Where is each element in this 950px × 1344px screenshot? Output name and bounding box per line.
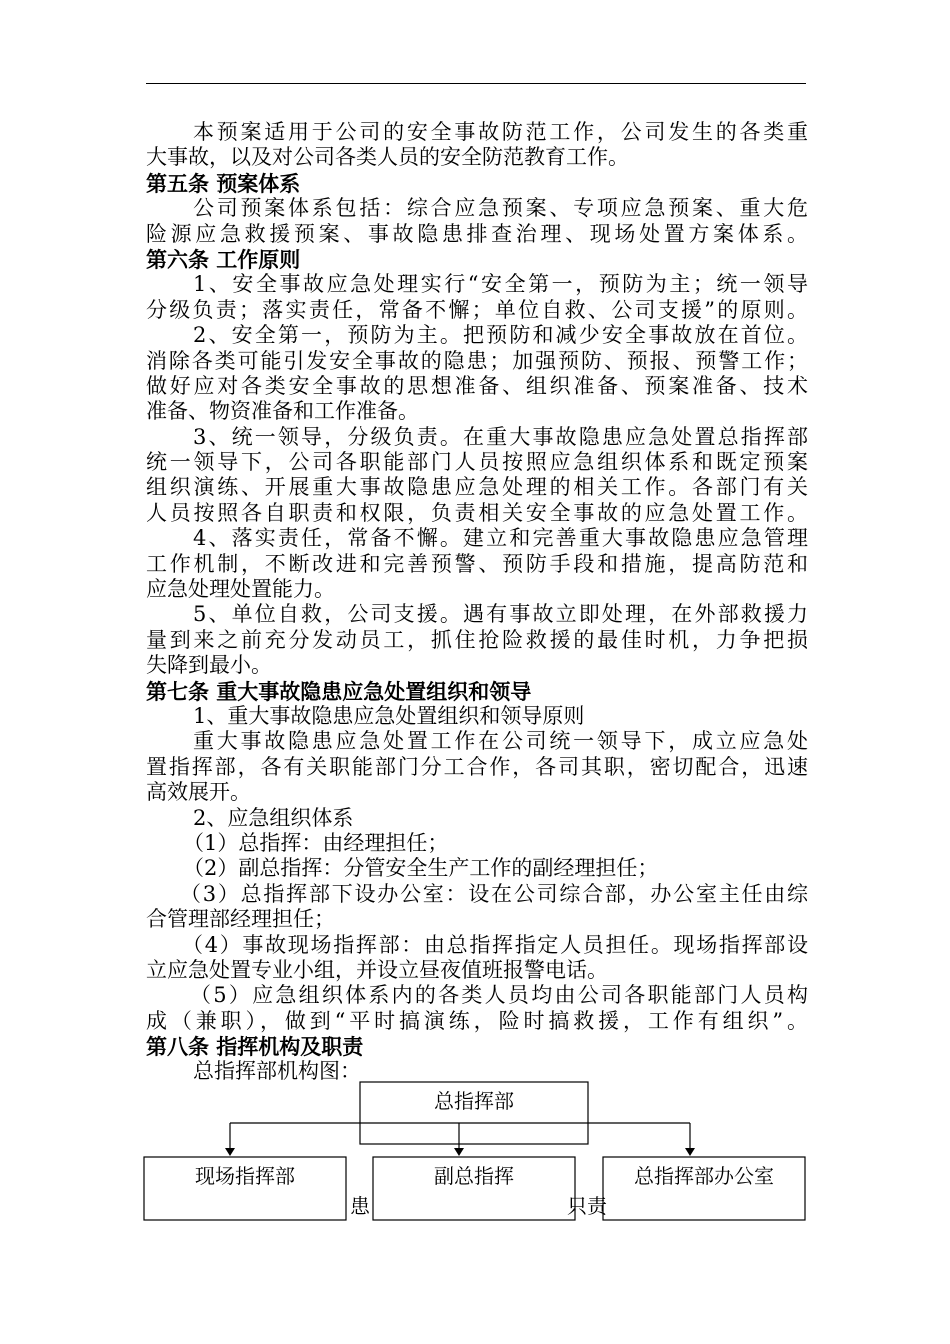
arrow-down-icon xyxy=(454,1148,464,1156)
paragraph-line: 本预案适用于公司的安全事故防范工作，公司发生的各类重 xyxy=(193,120,808,144)
paragraph-line: 1、重大事故隐患应急处置组织和领导原则 xyxy=(193,703,585,728)
arrow-down-icon xyxy=(225,1148,235,1156)
paragraph-line: 2、安全第一，预防为主。把预防和减少安全事故放在首位。 xyxy=(193,323,808,348)
org-child-label: 现场指挥部 xyxy=(195,1164,295,1188)
paragraph-line: 立应急处置专业小组，并设立昼夜值班报警电话。 xyxy=(146,957,608,982)
paragraph-line: 2、应急组织体系 xyxy=(193,805,354,830)
paragraph-line: 做好应对各类安全事故的思想准备、组织准备、预案准备、技术 xyxy=(146,373,808,398)
article-6-heading: 第六条 工作原则 xyxy=(146,246,301,272)
paragraph-line: 合管理部经理担任； xyxy=(146,907,335,932)
paragraph-line: 险源应急救援预案、事故隐患排查治理、现场处置方案体系。 xyxy=(146,221,808,246)
paragraph-line: 失降到最小。 xyxy=(146,653,272,678)
paragraph-line: 工作机制，不断改进和完善预警、预防手段和措施，提高防范和 xyxy=(146,551,808,576)
paragraph-line: （2）副总指挥：分管安全生产工作的副经理担任； xyxy=(183,856,659,881)
paragraph-line: 高效展开。 xyxy=(146,780,251,805)
cut-off-text-fragment: 只责 xyxy=(567,1194,607,1218)
paragraph-line: 1、安全事故应急处理实行“安全第一，预防为主；统一领导 xyxy=(193,272,808,297)
paragraph-line: 大事故，以及对公司各类人员的安全防范教育工作。 xyxy=(146,145,629,170)
paragraph-line: 总指挥部机构图： xyxy=(193,1059,361,1084)
paragraph-line: 4、落实责任，常备不懈。建立和完善重大事故隐患应急管理 xyxy=(193,526,808,551)
org-child-label: 总指挥部办公室 xyxy=(634,1164,774,1188)
paragraph-line: 分级负责；落实责任，常备不懈；单位自救、公司支援”的原则。 xyxy=(146,297,808,322)
org-child-label: 副总指挥 xyxy=(434,1164,514,1188)
paragraph-line: 人员按照各自职责和权限，负责相关安全事故的应急处置工作。 xyxy=(146,500,808,525)
paragraph-line: （5）应急组织体系内的各类人员均由公司各职能部门人员构 xyxy=(190,983,808,1008)
paragraph-line: （4）事故现场指挥部：由总指挥指定人员担任。现场指挥部设 xyxy=(182,932,808,957)
paragraph-line: 应急处理处置能力。 xyxy=(146,577,335,602)
article-5-heading: 第五条 预案体系 xyxy=(146,170,301,196)
org-root-label: 总指挥部 xyxy=(434,1089,514,1113)
paragraph-line: 量到来之前充分发动员工，抓住抢险救援的最佳时机，力争把损 xyxy=(146,627,808,652)
arrow-down-icon xyxy=(685,1148,695,1156)
paragraph-line: 公司预案体系包括：综合应急预案、专项应急预案、重大危 xyxy=(193,196,808,221)
paragraph-line: （1）总指挥：由经理担任； xyxy=(183,830,449,855)
article-8-heading: 第八条 指挥机构及职责 xyxy=(146,1034,364,1060)
paragraph-line: 置指挥部，各有关职能部门分工合作，各司其职，密切配合，迅速 xyxy=(146,754,808,779)
paragraph-line: 准备、物资准备和工作准备。 xyxy=(146,399,419,424)
paragraph-line: 5、单位自救，公司支援。遇有事故立即处理，在外部救援力 xyxy=(193,602,808,627)
paragraph-line: 组织演练、开展重大事故隐患应急处理的相关工作。各部门有关 xyxy=(146,475,808,500)
cut-off-text-fragment: 患 xyxy=(350,1194,370,1218)
paragraph-line: 统一领导下，公司各职能部门人员按照应急组织体系和既定预案 xyxy=(146,450,808,475)
paragraph-line: 成（兼职），做到“平时搞演练，险时搞救援，工作有组织”。 xyxy=(146,1008,808,1033)
paragraph-line: 重大事故隐患应急处置工作在公司统一领导下，成立应急处 xyxy=(193,729,808,754)
paragraph-line: （3）总指挥部下设办公室：设在公司综合部，办公室主任由综 xyxy=(180,881,808,906)
article-7-heading: 第七条 重大事故隐患应急处置组织和领导 xyxy=(146,678,532,704)
paragraph-line: 消除各类可能引发安全事故的隐患；加强预防、预报、预警工作； xyxy=(146,348,808,373)
paragraph-line: 3、统一领导，分级负责。在重大事故隐患应急处置总指挥部 xyxy=(193,424,808,449)
